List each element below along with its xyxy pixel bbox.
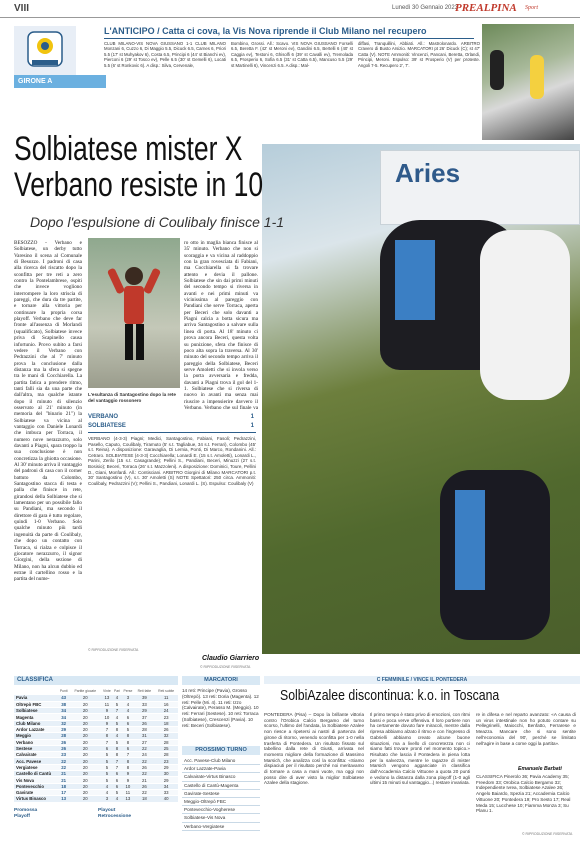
stat-cell: 10 <box>101 714 112 720</box>
player-silhouette-icon <box>88 238 180 388</box>
classifica-header-row <box>14 686 178 695</box>
page-date: Lunedì 30 Gennaio 2023 <box>392 5 459 11</box>
stat-cell: 9 <box>121 777 134 783</box>
stat-cell: 4 <box>113 714 122 720</box>
anticipo-col-1: CLUB MILANO-VIS NOVA GIUSSANO 1-1 CLUB MILANO Monzani 6, Cuzzo 6, Di Maggio 5.5, Dicuck 6.5, Carnes 6, Priori 5.5 (17' st Muhyakov 6), Costa 6.5, Principi 6 (44' st Bianchi ev), Pierconi 6 (29' st Tosco ev), Pelle 6.5 (30' st Gemelli 6), Locati 5.5 (6' st Ronkovic 6). A disp.: Silva, Cervenale, <box>104 41 226 68</box>
stat-cell: 5 <box>101 752 112 758</box>
team-name: Magenta <box>14 714 58 720</box>
classifica-col-header: Reti fatte <box>137 688 152 693</box>
stat-cell: 34 <box>58 708 69 714</box>
stat-cell: 9 <box>121 771 134 777</box>
stat-cell: 4 <box>113 733 122 739</box>
stat-cell: 20 <box>69 758 101 764</box>
team-name: Ardor Lazzate <box>14 726 58 732</box>
prossimo-turno-header: PROSSIMO TURNO <box>182 746 260 755</box>
anticipo-col-2: Bombino, Grossi. All.: Scavo. VIS NOVA GIUSSANO Forselli 6.5, Beretta F. (42' st Meroni ev), Gandini 6.5, Bertelli 6 (40' st Caggia ev), Testoni 6, Ghisolfi 6 (39' st Cavalli ev), Tremolada 6.5, Prosperio 6, Sofia 6.5 (31' st Catta 6.5), Mancuso 5.5 (29' st Martinelli 6), Vincenzi 6.5. A disp.: Mal- <box>231 41 353 68</box>
stat-cell: 22 <box>134 758 154 764</box>
stat-cell: 5 <box>101 777 112 783</box>
stat-cell: 4 <box>113 796 122 802</box>
headline <box>14 131 333 203</box>
stat-cell: 5 <box>113 701 122 707</box>
stat-cell: 8 <box>113 726 122 732</box>
score-row-verbano <box>88 414 256 422</box>
stat-cell: 5 <box>101 758 112 764</box>
stat-cell: 8 <box>121 733 134 739</box>
legend-item: Retrocessione <box>98 814 132 819</box>
player-white <box>480 230 570 400</box>
stat-cell: 27 <box>134 739 154 745</box>
article-author: Claudio Giarriero <box>202 655 260 662</box>
player-stripe-2 <box>455 490 485 590</box>
stat-cell: 9 <box>101 720 112 726</box>
anticipo-title: L'ANTICIPO / Catta ci cova, la Vis Nova riprende il Club Milano nel recupero <box>104 26 427 36</box>
stat-cell: 8 <box>113 745 122 751</box>
repro-note: © RIPRODUZIONE RISERVATA <box>200 665 251 669</box>
team-name: Pavia <box>14 695 58 701</box>
league-logo-icon <box>14 26 76 76</box>
femminile-title <box>280 687 547 704</box>
classifica-col-header: Perse <box>123 688 133 693</box>
stat-cell: 6 <box>121 745 134 751</box>
stat-cell: 9 <box>101 708 112 714</box>
classifica-col-header: Vinte <box>103 688 111 693</box>
stat-cell: 6 <box>121 714 134 720</box>
team-name: VERBANO <box>88 414 119 420</box>
stat-cell: 7 <box>113 758 122 764</box>
stat-cell: 25 <box>154 745 178 751</box>
fixture-item: Ardor Lazzate-Pavia <box>182 765 260 773</box>
fixture-item: Solbiatese-Vis Nova <box>182 814 260 822</box>
team-score: 1 <box>250 414 254 420</box>
stat-cell: 37 <box>134 714 154 720</box>
fixture-item: Meggio-Oltrepò FBC <box>182 798 260 806</box>
stat-cell: 20 <box>69 771 101 777</box>
stat-cell: 10 <box>121 783 134 789</box>
team-name: Calvairate <box>14 752 58 758</box>
stat-cell: 26 <box>154 726 178 732</box>
stat-cell: 26 <box>134 720 154 726</box>
classifica-col-header: Punti <box>59 688 68 693</box>
stat-cell: 26 <box>58 745 69 751</box>
player-figure <box>530 55 544 99</box>
stat-cell: 20 <box>69 745 101 751</box>
stat-cell: 5 <box>113 739 122 745</box>
classifica-col-header: Pari <box>113 688 120 693</box>
stat-cell: 3 <box>101 796 112 802</box>
team-name: Meggio <box>14 733 58 739</box>
stat-cell: 18 <box>154 720 178 726</box>
team-name: Virtus Binasco <box>14 796 58 802</box>
team-name: Solbiatese <box>14 708 58 714</box>
marcatori-header: MARCATORI <box>182 676 260 685</box>
stat-cell: 7 <box>101 726 112 732</box>
stat-cell: 29 <box>134 708 154 714</box>
stat-cell: 28 <box>154 752 178 758</box>
stat-cell: 5 <box>101 764 112 770</box>
photo-caption: L'esultanza di Santagostino dopo la rete del vantaggio rossonero <box>88 392 176 403</box>
stat-cell: 8 <box>121 764 134 770</box>
classifica-col-header <box>14 686 58 695</box>
stat-cell: 5 <box>113 789 122 795</box>
newspaper-logo-sub: Sport <box>525 5 539 11</box>
stat-cell: 8 <box>101 733 112 739</box>
celebration-photo <box>88 238 180 388</box>
stat-cell: 17 <box>58 789 69 795</box>
stat-cell: 22 <box>58 764 69 770</box>
stat-cell: 3 <box>121 695 134 701</box>
stat-cell: 28 <box>154 739 178 745</box>
team-name: Acc. Pavese <box>14 758 58 764</box>
legend-item: Playout <box>98 808 116 813</box>
stat-cell: 16 <box>154 701 178 707</box>
stat-cell: 20 <box>69 764 101 770</box>
stat-cell: 20 <box>69 726 101 732</box>
stat-cell: 29 <box>58 726 69 732</box>
stat-cell: 32 <box>154 733 178 739</box>
stat-cell: 13 <box>58 796 69 802</box>
stat-cell: 20 <box>69 789 101 795</box>
stat-cell: 28 <box>58 733 69 739</box>
article-col-2: ro otto in maglia bianca finisce al 35' minuto. Verbano che non si scoraggia e va vicina al raddoppio con la gran rovesciata di Fabiani, ma Cocchiarella si fa trovare attento e devia il pallone. Solbiatese che sin dai primi minuti del secondo tempo si riversa in avanti e nei primi minuti va vicinissima al pareggio con Pandiani che serve Torraca, aperta per Beceri che solo davanti a Piagni calcia a botta sicura ma arriva Santagostino a salvare sulla linea di porta. Al 18' minuto ci prova ancora Beceri, questa volta su punizione, sfera che finisce di poco alta sopra la traversa. Al 30' minuto del secondo tempo arriva il pareggio della Solbiatese, Beceri serve Amoletti che si invola verso la porta avversaria e fredda, davanti a Piagni trova il gol del 1-1. Solbiatese che si riversa di nuovo in avanti ma senza mai riuscire a impensierire davvero il Verbano. Verbano che sul finale va <box>184 240 258 410</box>
headline-line-2: Verbano resiste in 10 <box>14 166 264 204</box>
femminile-author: Emanuele Barbati <box>518 766 562 772</box>
legend-item: Playoff <box>14 814 30 819</box>
stat-cell: 8 <box>121 739 134 745</box>
newspaper-logo: PREALPINA <box>455 2 517 14</box>
stat-cell: 29 <box>154 777 178 783</box>
stat-cell: 34 <box>154 783 178 789</box>
team-name: Oltrepò FBC <box>14 701 58 707</box>
stat-cell: 20 <box>69 720 101 726</box>
stat-cell: 5 <box>113 720 122 726</box>
stat-cell: 7 <box>113 708 122 714</box>
team-name: Vergiatese <box>14 764 58 770</box>
prossimo-turno-list <box>182 757 260 831</box>
stat-cell: 20 <box>69 752 101 758</box>
stat-cell: 6 <box>101 745 112 751</box>
femminile-col-1: PONTEDERA (Pisa) – Dopo la brillante vittoria contro l'Orobica Calcio Bergamo del turno scorso, l'ultimo del l'andata, la Solbiatese Azalee non riesce a ripetersi ai nastri di partenza del girone di ritorno, venendo sconfitta per 1-0 nella trasferta di Pontedera. Un risultato fissato sul tabellino dalla rete di Giusti, arrivata nel momento migliore della formazione di Massimo Marsich, che analizza così la sconfitta: «Siamo dispiaciuti per il risultato perché noi meritavamo di tornare a casa a mani vuote, ma oggi non posso dire di aver visto la miglior Solbiatese Azalee della stagione. <box>264 712 364 786</box>
stat-cell: 20 <box>69 739 101 745</box>
stat-cell: 23 <box>154 758 178 764</box>
stat-cell: 4 <box>121 708 134 714</box>
team-name: Castello di Cantù <box>14 771 58 777</box>
femminile-col-3: re in difesa e nel reparto avanzato: «A causa di un virus intestinale non ho potuto contare su Pellegrinelli, Maiocchi, Benfatto, Ferrarese e Meazza. Mancare che si sono sentite nell'economia del 90', perché se limitato nell'agire in base a come oggi la partita». <box>476 712 576 746</box>
tabellino-rule <box>88 432 256 433</box>
stat-cell: 7 <box>121 752 134 758</box>
stat-cell: 33 <box>154 789 178 795</box>
stat-cell: 24 <box>134 752 154 758</box>
stat-cell: 23 <box>154 714 178 720</box>
stat-cell: 32 <box>58 720 69 726</box>
classifica-header: CLASSIFICA <box>14 676 178 685</box>
fixture-item: Verbano-Vergiatese <box>182 823 260 831</box>
stat-cell: 13 <box>101 695 112 701</box>
stat-cell: 24 <box>154 708 178 714</box>
stat-cell: 22 <box>134 745 154 751</box>
page-number: VIII <box>14 3 30 14</box>
classifica-legend <box>14 808 178 820</box>
stat-cell: 29 <box>154 764 178 770</box>
stat-cell: 21 <box>58 771 69 777</box>
classifica-row <box>14 796 178 802</box>
stat-cell: 26 <box>58 739 69 745</box>
stat-cell: 26 <box>134 783 154 789</box>
stat-cell: 20 <box>69 783 101 789</box>
team-name: Gavirate <box>14 789 58 795</box>
stat-cell: 21 <box>134 777 154 783</box>
anticipo-rule <box>104 38 474 39</box>
team-name: Pontevecchio <box>14 783 58 789</box>
classifica-col-header: Reti subite <box>158 688 175 693</box>
team-name: Verbano <box>14 739 58 745</box>
stat-cell: 11 <box>154 695 178 701</box>
team-name: Sestese <box>14 745 58 751</box>
stat-cell: 40 <box>154 796 178 802</box>
stat-cell: 20 <box>69 714 101 720</box>
stat-cell: 20 <box>69 701 101 707</box>
headline-dek: Dopo l'espulsione di Coulibaly finisce 1-1 <box>30 214 285 230</box>
stat-cell: 30 <box>154 771 178 777</box>
stat-cell: 11 <box>101 701 112 707</box>
femminile-header: C FEMMINILE / VINCE IL PONTEDERA <box>264 676 580 684</box>
stat-cell: 13 <box>121 796 134 802</box>
girone-label: GIRONE A <box>14 75 106 88</box>
stat-cell: 6 <box>113 783 122 789</box>
stat-cell: 18 <box>134 796 154 802</box>
stat-cell: 11 <box>121 789 134 795</box>
ad-board-text: Aries <box>395 158 461 188</box>
team-name: Vis Nova <box>14 777 58 783</box>
stat-cell: 20 <box>69 796 101 802</box>
fixture-item: Gavirate-Sestese <box>182 790 260 798</box>
stat-cell: 39 <box>134 695 154 701</box>
stat-cell: 4 <box>101 783 112 789</box>
stat-cell: 20 <box>69 695 101 701</box>
stat-cell: 22 <box>58 758 69 764</box>
stat-cell: 31 <box>134 733 154 739</box>
stat-cell: 23 <box>58 752 69 758</box>
player-stripe <box>395 240 435 320</box>
femminile-col-2: Il primo tempo è stato privo di emozioni, con ritmi bassi e poca verve offensiva. Il loro portiere non ha certamente dovuto fare miracoli, mentre dalla ripresa abbiamo alzato il ritmo e con l'ingresso di Gabrielli abbiamo creato alcune buone situazioni, ma a livello di concretezza non ci siamo fatti trovare pronti nel momento topico.» Risultato che lascia il Pontedera in piena lotta per la salvezza, mentre le ragazze di mister Marsich vengono agganciate in classifica dall'Accademia Calcio Vittuone a quota 20 punti e vedono la distanza dalla zona playoff (1-0 agli ultimi 15 minuti sul vantaggio...) restare invariata. <box>370 712 470 786</box>
fixture-item: Castello di Cantù-Magenta <box>182 782 260 790</box>
stat-cell: 8 <box>121 758 134 764</box>
stat-cell: 20 <box>69 708 101 714</box>
stat-cell: 5 <box>101 771 112 777</box>
score-row-solbiatese <box>88 423 256 431</box>
stat-cell: 22 <box>134 789 154 795</box>
stat-cell: 43 <box>58 695 69 701</box>
stat-cell: 7 <box>101 739 112 745</box>
anticipo-col-3: diffasi, Tranquillini, Abbiati. All.: Mastrolonardo. ARBITRO Cravero di Busto Arsizio. MARCATORI pt 26' Dicuck (C); st 47' Catta (V). NOTE Ammoniti: Vincenzi, Pancani, Beretta, Orlandi, Principi, Meroni. Espulso: 39' st Prosperio (V) per proteste. Angoli 7-5. Recupero 2', 7'. <box>358 41 480 68</box>
team-name: Club Milano <box>14 720 58 726</box>
classifica-col-header: Partite giocate <box>74 688 97 693</box>
fixture-item: Acc. Pavese-Club Milano <box>182 757 260 765</box>
stat-cell: 4 <box>121 701 134 707</box>
headline-line-1: Solbiatese mister X <box>14 130 243 168</box>
stat-cell: 38 <box>58 701 69 707</box>
stat-cell: 4 <box>113 695 122 701</box>
stat-cell: 21 <box>58 777 69 783</box>
femminile-classifica: CLASSIFICA Pinerolo 36; Pavia Academy 35; Freedom 33; Orobica Calcio Bergamo 32; Independiente Ivrea, Solbiatese Azalee 26; Angelo Baiardo, Spezia 21; Accademia Calcio Vittuone 20; Pontedera 19; Pro Sesto 17; Real Meda 15; Lucchese 10; Fiamma Monza 3; Su Planu 1. <box>476 774 571 814</box>
stat-cell: 4 <box>101 789 112 795</box>
stat-cell: 8 <box>113 752 122 758</box>
stat-cell: 22 <box>134 771 154 777</box>
stat-cell: 34 <box>58 714 69 720</box>
fixture-item: Calvairate-Virtus Binasco <box>182 773 260 781</box>
repro-note: © RIPRODUZIONE RISERVATA <box>88 648 139 652</box>
stat-cell: 20 <box>69 777 101 783</box>
classifica-table <box>14 686 178 803</box>
stat-cell: 6 <box>113 771 122 777</box>
article-col-1: BESOZZO - Verbano e Solbiatese, un derby tutto Varesino il scena al Comunale di Besozzo. I padroni di casa alla ricerca del riscatto dopo la sconfitta per tre reti a zero contro la Pontelambrese, ospiti che invece vogliono interrompere la loro striscia di pareggi, che dura da tre partite, e tornare alla vittoria per continuare la propria corsa playoff. Verbano che deve far fronte all'assenza di Morlandi (squalificato), Solbiatese invece priva di Scapinello causa infortunio. Provo subito a farsi vedere il Verbano con Pedrazzini che al 7' minuto prova la conclusione dalla distanza ma la sfera si spegne tra le mani di Cocchiarella. La partita fatica a prendere ritmo, tanti falli sia da una parte che dall'altra, ma qualche istante dopo il minuto di silenzio osservato al 21' minuto (in memoria del "binario 21") la Solbiatese va vicina al vantaggio con Daniele Lonardi che imbuca per Torraca, il numero nove nerazzurro, solo davanti a Piagni, spara troppo la sua conclusione è non concretizza la ghiotta occasione. Al 30' minuto arriva il vantaggio del padroni di casa con il corner battuto da Colombo, Santagostino stacca di testa e palla che finisce in rete, girandosi della Solbiatese che si lamentano per un possibile fallo su Pandiani, ma secondo il direttore di gara è tutto regolare, quindi 1-0 Verbano. Solo qualche minuto più tardi ingenuità da parte di Coulibaly, che dopo un contatto con Torraca, si rialza e colpisce il giocatore nerazzurro, il signor Giorgini, della sezione di Milano, non ha alcun dubbio ed estrae il cartellino rosso e la partita del nume- <box>14 240 82 583</box>
stat-cell: 26 <box>134 764 154 770</box>
stat-cell: 20 <box>69 733 101 739</box>
stat-cell: 33 <box>134 701 154 707</box>
stat-cell: 5 <box>121 726 134 732</box>
referee-figure <box>490 50 504 90</box>
stat-cell: 6 <box>113 777 122 783</box>
repro-note: © RIPRODUZIONE RISERVATA <box>522 832 573 836</box>
fixture-item: Pontevecchio-Vogherese <box>182 806 260 814</box>
stat-cell: 7 <box>113 764 122 770</box>
marcatori-text: 14 reti: Principe (Pavia), Grosso (Oltrepò). 13 reti: Doria (Magenta). 12 reti: Pelle (Mi. 4). 11 reti: Izzo (Calvairate), Perasso M. (Meggio). 10 reti: Ferrari (Sestese). 10 reti: Torraca (Solbiatese), Crescenzi (Pavia). 10 reti: Beceri (Solbiatese). <box>182 688 259 728</box>
legend-item: Promossa <box>14 808 38 813</box>
tabellino-text: VERBANO (4-3-3) Piagni; Medici, Santagostino, Fabiani, Fasoli; Pedrazzini, Pasello, Caputo, Coulibaly, Tiramuto (5' s.t. Tagliabue, 34 s.t. Ferrari), Colombo (45' s.t. Reina). A disposizione: Garavaglia, Di Lernia, Ponti, Di Marco, Rondanini. All.: Cetraro. SOLBIATESE (4-3-3) Cocchiarella; Lonardi E. (15 s.t. Amoletti), Lonardi L., Parini, Zerilo (15 s.t. Casagrande); Pellini S., Pandiani, Beceri, Minuzzi (27 s.t. Bosisio); Beceri, Torraca (26' s.t. Mazzoleni). A disposizione: Dominici, Toure, Pellini D., Giani, Monfardi. All.: Contisciani. ARBITRO Giorgini di Milano MARCATORI p.t. 30' Santagostino (V), s.t. 30' Amoletti (S) NOTE Spettatori: 250 circa. Ammoniti: Coulibaly, Pedrazzini (V); Pellini S., Pandiani, Lonardi L. (S). Espulso: Coulibaly (V) <box>88 436 256 486</box>
stat-cell: 18 <box>58 783 69 789</box>
team-name: SOLBIATESE <box>88 423 126 429</box>
team-score: 1 <box>250 423 254 429</box>
femminile-title-text: SolbiAzalee discontinua: k.o. in Toscana <box>280 687 500 704</box>
stat-cell: 28 <box>134 726 154 732</box>
stat-cell: 6 <box>121 720 134 726</box>
